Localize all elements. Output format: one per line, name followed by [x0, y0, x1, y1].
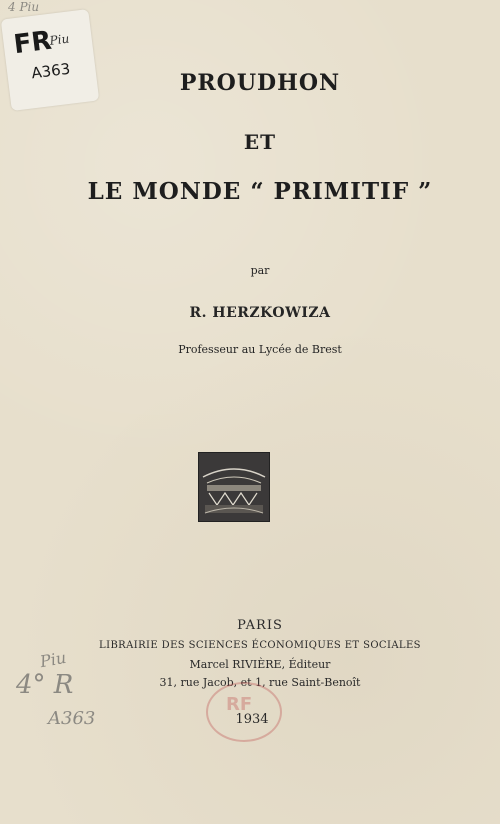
shelf-label-line2: A363: [30, 59, 72, 83]
publisher-emblem-icon: [198, 452, 270, 522]
publisher-address: 31, rue Jacob, et 1, rue Saint-Benoît: [159, 676, 361, 689]
shelf-label-note: Piu: [48, 31, 71, 48]
pencil-mark-2: 4° R: [16, 670, 74, 700]
title-line-3: LE MONDE “ PRIMITIF ”: [87, 178, 433, 205]
author-affiliation: Professeur au Lycée de Brest: [178, 343, 342, 356]
title-line-2: ET: [243, 130, 277, 154]
pencil-mark-3: A363: [48, 708, 96, 729]
publication-year: 1934: [235, 712, 269, 727]
publisher-house: LIBRAIRIE DES SCIENCES ÉCONOMIQUES ET SOCIALES: [99, 640, 421, 651]
pencil-note-top: 4 Piu: [8, 0, 40, 14]
shelf-label-line1: FR: [12, 25, 54, 61]
stamp-text: RF: [226, 694, 253, 715]
pencil-mark-1: Piu: [38, 647, 68, 672]
publisher-city: PARIS: [237, 618, 283, 633]
title-line-1: PROUDHON: [179, 70, 341, 96]
byline-par: par: [250, 264, 270, 277]
publisher-editor: Marcel RIVIÈRE, Éditeur: [189, 658, 331, 671]
author-name: R. HERZKOWIZA: [189, 305, 331, 321]
